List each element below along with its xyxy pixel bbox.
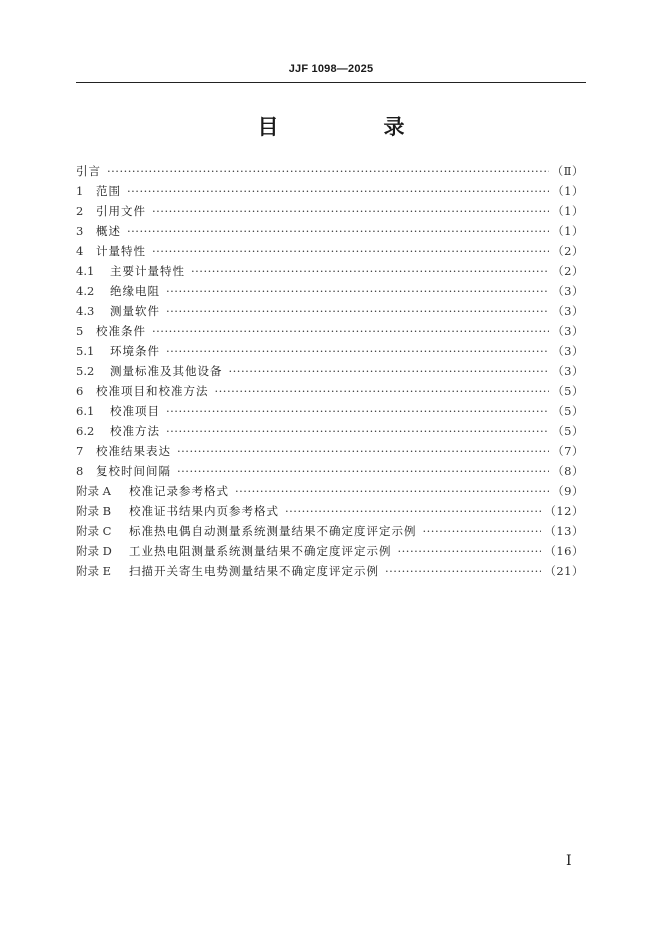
page-number: Ⅰ xyxy=(566,853,572,869)
toc-entry-4[interactable] xyxy=(76,241,584,261)
toc-entry-label: 校准方法 xyxy=(110,424,160,438)
toc-entry-label: 绝缘电阻 xyxy=(110,284,160,298)
toc-entry-label: 校准项目 xyxy=(110,404,160,418)
toc-entry-label: 主要计量特性 xyxy=(110,264,185,278)
toc-entry-label: 范围 xyxy=(96,184,121,198)
toc-entry-appendix-e[interactable] xyxy=(76,561,584,581)
toc-entry-2[interactable] xyxy=(76,201,584,221)
toc-entry-label: 校准记录参考格式 xyxy=(129,484,229,498)
toc-entry-page: （3） xyxy=(552,304,584,318)
header-rule xyxy=(76,82,586,83)
toc-leader-dots xyxy=(152,241,549,261)
toc-entry-number: 附录 B xyxy=(76,504,112,518)
toc-entry-8[interactable] xyxy=(76,461,584,481)
toc-entry-number: 8 xyxy=(76,464,84,478)
toc-entry-label: 测量软件 xyxy=(110,304,160,318)
toc-leader-dots xyxy=(166,421,549,441)
toc-leader-dots xyxy=(127,221,549,241)
toc-entry-number: 附录 A xyxy=(76,484,111,498)
toc-entry-page: （7） xyxy=(552,444,584,458)
toc-leader-dots xyxy=(191,261,549,281)
toc-entry-number: 4 xyxy=(76,244,84,258)
toc-entry-page: （3） xyxy=(552,324,584,338)
toc-entry-page: （Ⅱ） xyxy=(551,164,584,178)
toc-entry-page: （2） xyxy=(552,264,584,278)
toc-entry-5-2[interactable] xyxy=(76,361,584,381)
toc-entry-page: （5） xyxy=(552,424,584,438)
toc-entry-page: （1） xyxy=(552,204,584,218)
toc-entry-page: （12） xyxy=(544,504,584,518)
toc-entry-label: 测量标准及其他设备 xyxy=(110,364,223,378)
toc-entry-number: 4.3 xyxy=(76,304,95,318)
toc-entry-page: （2） xyxy=(552,244,584,258)
table-of-contents xyxy=(76,161,584,581)
toc-entry-4-1[interactable] xyxy=(76,261,584,281)
toc-leader-dots xyxy=(152,321,549,341)
toc-entry-number: 6 xyxy=(76,384,84,398)
toc-leader-dots xyxy=(166,401,549,421)
toc-leader-dots xyxy=(235,481,549,501)
toc-leader-dots xyxy=(166,341,549,361)
toc-leader-dots xyxy=(423,521,542,541)
toc-entry-number: 附录 E xyxy=(76,564,112,578)
toc-entry-number: 6.1 xyxy=(76,404,95,418)
toc-entry-1[interactable] xyxy=(76,181,584,201)
toc-entry-3[interactable] xyxy=(76,221,584,241)
toc-entry-6[interactable] xyxy=(76,381,584,401)
toc-entry-number: 附录 C xyxy=(76,524,112,538)
toc-entry-number: 4.1 xyxy=(76,264,95,278)
toc-entry-label: 概述 xyxy=(96,224,121,238)
toc-entry-label: 计量特性 xyxy=(96,244,146,258)
toc-entry-appendix-d[interactable] xyxy=(76,541,584,561)
toc-entry-7[interactable] xyxy=(76,441,584,461)
toc-entry-label: 校准证书结果内页参考格式 xyxy=(129,504,279,518)
toc-entry-4-2[interactable] xyxy=(76,281,584,301)
toc-leader-dots xyxy=(177,441,549,461)
toc-entry-number: 3 xyxy=(76,224,84,238)
toc-entry-6-2[interactable] xyxy=(76,421,584,441)
toc-entry-label: 环境条件 xyxy=(110,344,160,358)
toc-entry-number: 5.1 xyxy=(76,344,95,358)
toc-entry-number: 1 xyxy=(76,184,84,198)
toc-entry-label: 校准结果表达 xyxy=(96,444,171,458)
toc-entry-number: 2 xyxy=(76,204,84,218)
toc-entry-page: （5） xyxy=(552,384,584,398)
toc-entry-page: （21） xyxy=(544,564,584,578)
toc-leader-dots xyxy=(398,541,542,561)
toc-entry-number: 7 xyxy=(76,444,84,458)
toc-entry-label: 工业热电阻测量系统测量结果不确定度评定示例 xyxy=(129,544,392,558)
toc-entry-number: 6.2 xyxy=(76,424,95,438)
toc-entry-page: （1） xyxy=(552,184,584,198)
toc-entry-page: （5） xyxy=(552,404,584,418)
toc-entry-label: 校准项目和校准方法 xyxy=(96,384,209,398)
toc-leader-dots xyxy=(152,201,549,221)
toc-entry-appendix-a[interactable] xyxy=(76,481,584,501)
toc-entry-5-1[interactable] xyxy=(76,341,584,361)
toc-entry-number: 5.2 xyxy=(76,364,95,378)
toc-entry-page: （3） xyxy=(552,284,584,298)
toc-entry-page: （1） xyxy=(552,224,584,238)
toc-entry-page: （3） xyxy=(552,344,584,358)
toc-leader-dots xyxy=(107,161,549,181)
toc-entry-label: 引用文件 xyxy=(96,204,146,218)
toc-entry-label: 校准条件 xyxy=(96,324,146,338)
toc-entry-appendix-c[interactable] xyxy=(76,521,584,541)
toc-entry-label: 标准热电偶自动测量系统测量结果不确定度评定示例 xyxy=(129,524,417,538)
standard-code-header: JJF 1098—2025 xyxy=(288,63,374,75)
toc-entry-number: 5 xyxy=(76,324,84,338)
toc-leader-dots xyxy=(285,501,541,521)
toc-entry-number: 4.2 xyxy=(76,284,95,298)
toc-entry-5[interactable] xyxy=(76,321,584,341)
toc-leader-dots xyxy=(127,181,549,201)
toc-title: 目 录 xyxy=(257,114,447,139)
toc-entry-label: 复校时间间隔 xyxy=(96,464,171,478)
toc-entry-page: （3） xyxy=(552,364,584,378)
toc-leader-dots xyxy=(166,281,549,301)
toc-leader-dots xyxy=(177,461,549,481)
toc-entry-page: （8） xyxy=(552,464,584,478)
toc-entry-6-1[interactable] xyxy=(76,401,584,421)
toc-leader-dots xyxy=(229,361,550,381)
toc-entry-4-3[interactable] xyxy=(76,301,584,321)
toc-entry-number: 附录 D xyxy=(76,544,112,558)
toc-entry-preface[interactable] xyxy=(76,161,584,181)
toc-leader-dots xyxy=(385,561,541,581)
toc-entry-label: 引言 xyxy=(76,164,101,178)
toc-entry-page: （13） xyxy=(544,524,584,538)
toc-leader-dots xyxy=(166,301,549,321)
toc-entry-label: 扫描开关寄生电势测量结果不确定度评定示例 xyxy=(129,564,379,578)
toc-entry-page: （16） xyxy=(544,544,584,558)
toc-entry-appendix-b[interactable] xyxy=(76,501,584,521)
toc-entry-page: （9） xyxy=(552,484,584,498)
toc-leader-dots xyxy=(215,381,550,401)
